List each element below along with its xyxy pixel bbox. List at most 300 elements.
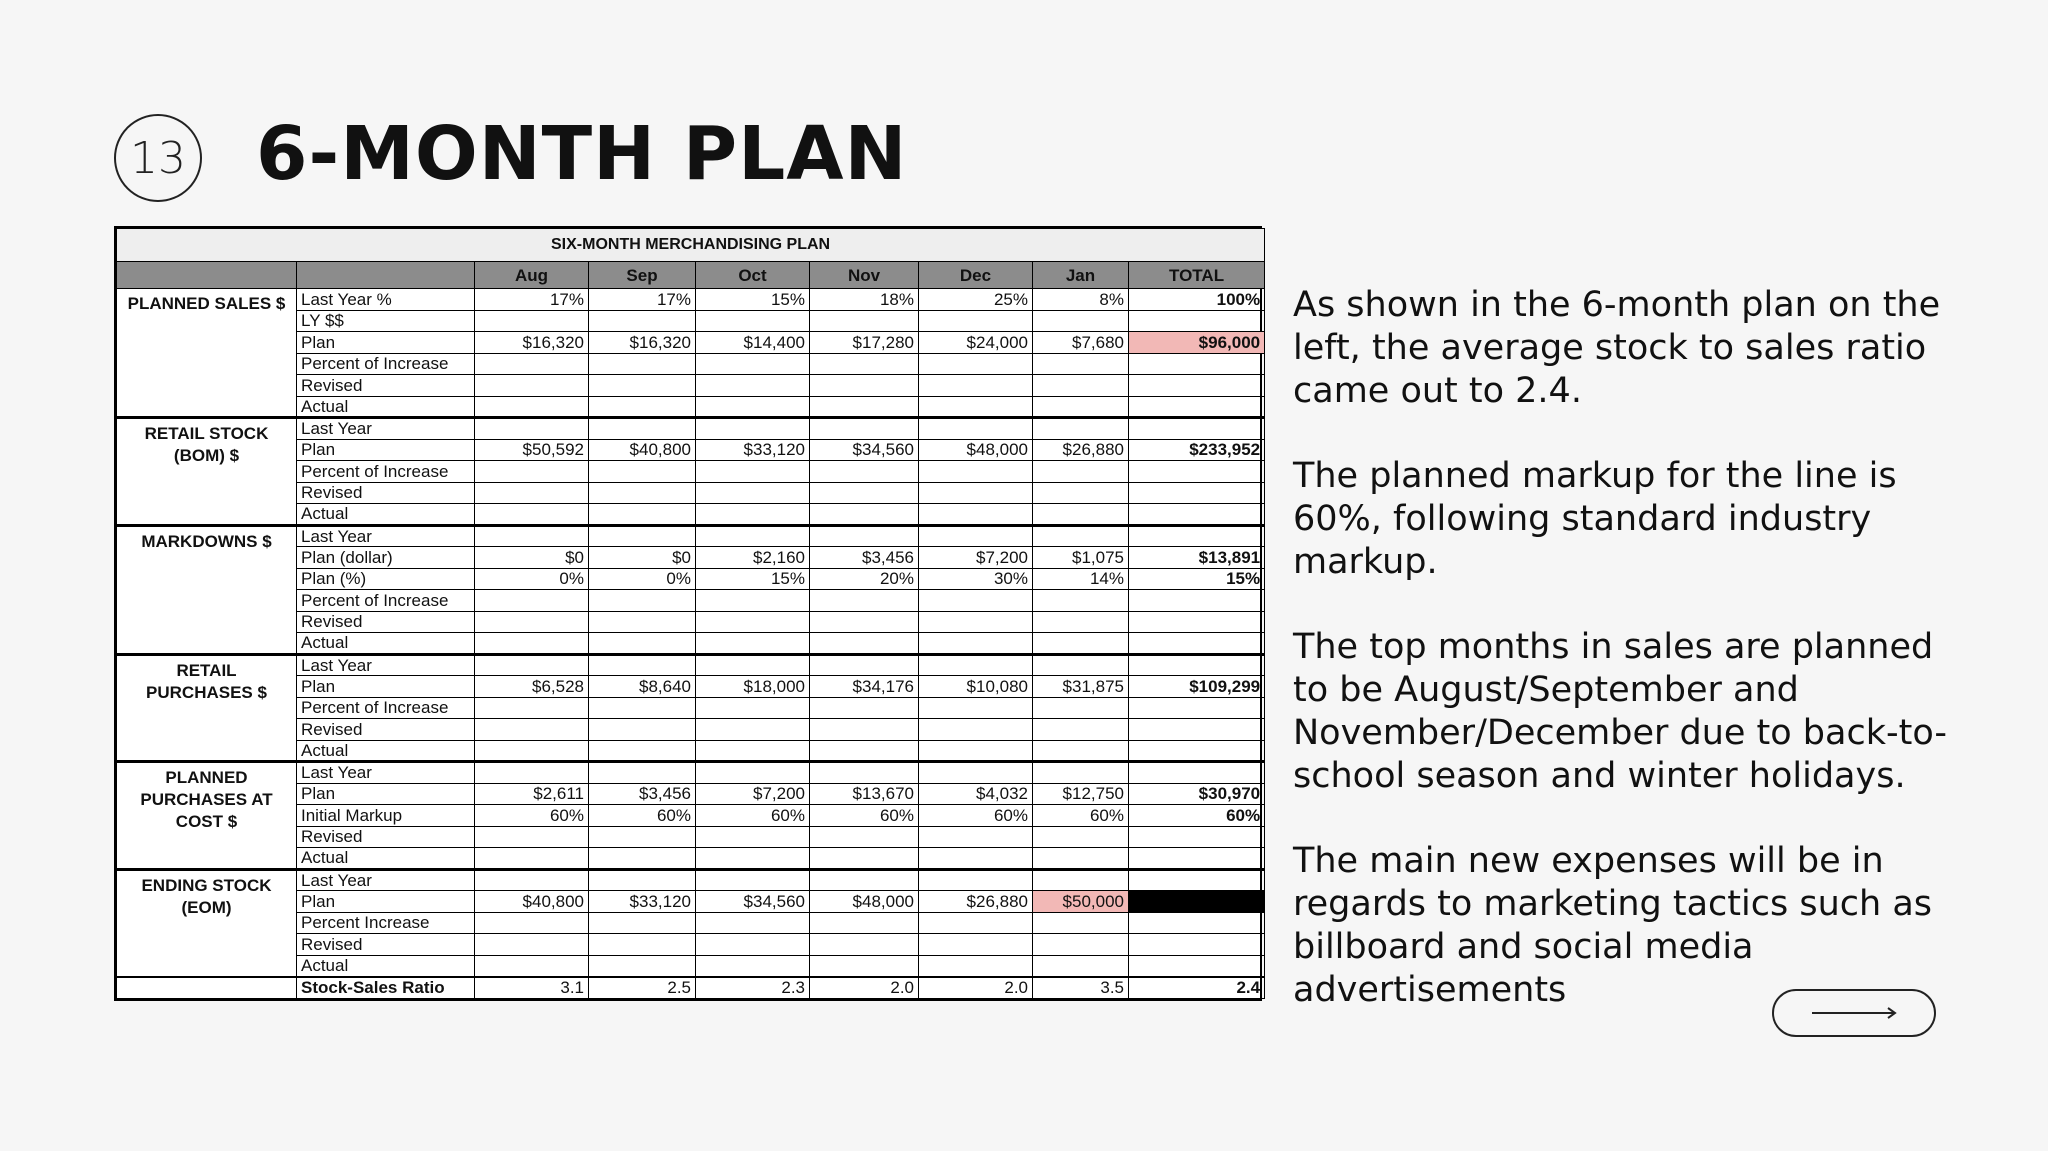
- table-cell: [919, 418, 1033, 440]
- total-cell: [1129, 654, 1265, 676]
- merchandising-plan-table: [114, 226, 1262, 1001]
- table-cell: [919, 375, 1033, 397]
- row-label: Last Year %: [297, 289, 475, 311]
- table-cell: [589, 848, 696, 870]
- row-label: Revised: [297, 719, 475, 741]
- total-cell: 60%: [1129, 805, 1265, 827]
- table-cell: 2.0: [919, 977, 1033, 999]
- table-cell: [696, 740, 810, 762]
- total-cell: [1129, 891, 1265, 913]
- table-cell: [1033, 590, 1129, 612]
- header-blank: [117, 262, 297, 289]
- table-cell: [810, 869, 919, 891]
- table-cell: [589, 654, 696, 676]
- table-cell: [475, 482, 589, 504]
- table-cell: [475, 869, 589, 891]
- page-title: 6-MONTH PLAN: [256, 111, 908, 197]
- table-cell: [810, 762, 919, 784]
- table-row: [117, 762, 1265, 784]
- table-cell: [589, 697, 696, 719]
- row-label: Plan: [297, 676, 475, 698]
- section-label: PLANNED SALES $: [117, 289, 297, 418]
- table-cell: 18%: [810, 289, 919, 311]
- table-cell: 60%: [810, 805, 919, 827]
- table-cell: [696, 504, 810, 526]
- table-cell: 2.5: [589, 977, 696, 999]
- total-cell: [1129, 697, 1265, 719]
- table-cell: $10,080: [919, 676, 1033, 698]
- table-cell: [1033, 697, 1129, 719]
- table-cell: 0%: [589, 568, 696, 590]
- table-cell: [696, 762, 810, 784]
- table-cell: [475, 590, 589, 612]
- table-cell: 15%: [696, 289, 810, 311]
- total-cell: $109,299: [1129, 676, 1265, 698]
- table-cell: [589, 719, 696, 741]
- total-cell: [1129, 826, 1265, 848]
- table-cell: 60%: [475, 805, 589, 827]
- table-cell: [696, 826, 810, 848]
- table-cell: [919, 912, 1033, 934]
- table-cell: [696, 418, 810, 440]
- table-cell: [589, 525, 696, 547]
- table-cell: [810, 418, 919, 440]
- note-paragraph: The planned markup for the line is 60%, following standard industry markup.: [1293, 456, 1897, 582]
- table-cell: [696, 525, 810, 547]
- table-cell: [475, 719, 589, 741]
- row-label: Actual: [297, 740, 475, 762]
- row-label: Plan (%): [297, 568, 475, 590]
- table-cell: $7,200: [919, 547, 1033, 569]
- table-cell: [1033, 654, 1129, 676]
- table-cell: $3,456: [589, 783, 696, 805]
- table-cell: $6,528: [475, 676, 589, 698]
- row-label: Percent of Increase: [297, 353, 475, 375]
- table-cell: 60%: [919, 805, 1033, 827]
- table-cell: $12,750: [1033, 783, 1129, 805]
- header-blank: [297, 262, 475, 289]
- table-cell: [475, 762, 589, 784]
- total-cell: [1129, 955, 1265, 977]
- table-cell: [919, 353, 1033, 375]
- table-cell: [696, 654, 810, 676]
- table-cell: [1033, 633, 1129, 655]
- table-cell: $3,456: [810, 547, 919, 569]
- table-cell: [589, 504, 696, 526]
- table-cell: [919, 396, 1033, 418]
- total-cell: 15%: [1129, 568, 1265, 590]
- table-cell: [696, 310, 810, 332]
- table-cell: [1033, 504, 1129, 526]
- total-cell: [1129, 396, 1265, 418]
- note-paragraph: The top months in sales are planned to be August/September and November/December due to back-to-school season and winter holidays.: [1293, 627, 1948, 796]
- column-header: Sep: [589, 262, 696, 289]
- table-cell: [589, 934, 696, 956]
- table-cell: [589, 955, 696, 977]
- table-cell: [810, 848, 919, 870]
- row-label: Plan (dollar): [297, 547, 475, 569]
- table-cell: [919, 934, 1033, 956]
- table-cell: [589, 826, 696, 848]
- table-cell: 17%: [589, 289, 696, 311]
- row-label: LY $$: [297, 310, 475, 332]
- table-row: [117, 289, 1265, 311]
- table-cell: $1,075: [1033, 547, 1129, 569]
- total-cell: [1129, 504, 1265, 526]
- section-label: RETAIL STOCK (BOM) $: [117, 418, 297, 526]
- table-cell: [475, 461, 589, 483]
- table-cell: $17,280: [810, 332, 919, 354]
- table-cell: [810, 633, 919, 655]
- table-cell: $26,880: [1033, 439, 1129, 461]
- table-cell: [1033, 912, 1129, 934]
- table-cell: 2.3: [696, 977, 810, 999]
- table-cell: $34,560: [810, 439, 919, 461]
- table-cell: [475, 418, 589, 440]
- table-cell: [1033, 461, 1129, 483]
- table-cell: [475, 396, 589, 418]
- table-cell: [696, 697, 810, 719]
- table-cell: [475, 955, 589, 977]
- column-header: Aug: [475, 262, 589, 289]
- column-header: Oct: [696, 262, 810, 289]
- total-cell: [1129, 590, 1265, 612]
- section-label: MARKDOWNS $: [117, 525, 297, 654]
- table-cell: [1033, 740, 1129, 762]
- table-cell: [1033, 848, 1129, 870]
- table-cell: $14,400: [696, 332, 810, 354]
- table-cell: [589, 633, 696, 655]
- total-cell: $13,891: [1129, 547, 1265, 569]
- table-cell: [919, 461, 1033, 483]
- table-cell: 60%: [696, 805, 810, 827]
- table-cell: $16,320: [589, 332, 696, 354]
- table-cell: [1033, 353, 1129, 375]
- table-cell: [919, 310, 1033, 332]
- table-cell: [475, 826, 589, 848]
- row-label: Actual: [297, 633, 475, 655]
- next-button[interactable]: [1772, 989, 1936, 1037]
- table-header-row: [117, 262, 1265, 289]
- table-cell: [589, 310, 696, 332]
- table-cell: [589, 418, 696, 440]
- table-cell: $13,670: [810, 783, 919, 805]
- table-cell: [810, 654, 919, 676]
- row-label: Initial Markup: [297, 805, 475, 827]
- table-cell: $7,200: [696, 783, 810, 805]
- table-cell: 8%: [1033, 289, 1129, 311]
- table-cell: 15%: [696, 568, 810, 590]
- stock-sales-ratio-row: [117, 977, 1265, 999]
- row-label: Last Year: [297, 418, 475, 440]
- row-label: Percent of Increase: [297, 697, 475, 719]
- table-cell: [475, 353, 589, 375]
- table-cell: $31,875: [1033, 676, 1129, 698]
- table-cell: [810, 310, 919, 332]
- table-cell: $40,800: [475, 891, 589, 913]
- total-cell: [1129, 418, 1265, 440]
- total-cell: [1129, 611, 1265, 633]
- table-cell: [919, 611, 1033, 633]
- column-header: TOTAL: [1129, 262, 1265, 289]
- table-cell: [919, 719, 1033, 741]
- table-cell: [589, 740, 696, 762]
- table-cell: [589, 590, 696, 612]
- row-label: Actual: [297, 396, 475, 418]
- table-cell: [696, 848, 810, 870]
- table-cell: [1033, 611, 1129, 633]
- table-cell: [1033, 762, 1129, 784]
- note-paragraph: The main new expenses will be in regards to marketing tactics such as billboard and social media advertisements: [1293, 841, 1933, 1010]
- table-cell: [696, 482, 810, 504]
- table-cell: [1033, 482, 1129, 504]
- table-cell: [810, 826, 919, 848]
- table-cell: 0%: [475, 568, 589, 590]
- table-cell: $26,880: [919, 891, 1033, 913]
- row-label: Plan: [297, 891, 475, 913]
- table-cell: $2,611: [475, 783, 589, 805]
- table-cell: [696, 396, 810, 418]
- table-cell: [589, 375, 696, 397]
- table-cell: [696, 912, 810, 934]
- table-cell: 25%: [919, 289, 1033, 311]
- table-cell: [1033, 396, 1129, 418]
- total-cell: [1129, 740, 1265, 762]
- column-header: Jan: [1033, 262, 1129, 289]
- row-label: Last Year: [297, 525, 475, 547]
- table-cell: [1033, 418, 1129, 440]
- table-cell: [810, 504, 919, 526]
- row-label: Revised: [297, 826, 475, 848]
- section-label: ENDING STOCK (EOM): [117, 869, 297, 977]
- table-cell: [696, 353, 810, 375]
- table-cell: $34,560: [696, 891, 810, 913]
- row-label: Percent of Increase: [297, 590, 475, 612]
- row-label: Actual: [297, 504, 475, 526]
- total-cell: [1129, 525, 1265, 547]
- table-cell: [919, 848, 1033, 870]
- row-label: Revised: [297, 934, 475, 956]
- row-label: Revised: [297, 482, 475, 504]
- table-cell: [589, 353, 696, 375]
- table-cell: $33,120: [696, 439, 810, 461]
- table-title-row: [117, 229, 1265, 262]
- table-cell: $18,000: [696, 676, 810, 698]
- total-cell: [1129, 353, 1265, 375]
- table-row: [117, 418, 1265, 440]
- table-cell: [475, 934, 589, 956]
- row-label: Last Year: [297, 762, 475, 784]
- table-cell: $33,120: [589, 891, 696, 913]
- table-cell: [696, 934, 810, 956]
- row-label: Percent of Increase: [297, 461, 475, 483]
- table-cell: [696, 375, 810, 397]
- table-cell: [475, 504, 589, 526]
- table-cell: [589, 762, 696, 784]
- row-label: Percent Increase: [297, 912, 475, 934]
- table-cell: [696, 719, 810, 741]
- row-label: Last Year: [297, 869, 475, 891]
- note-paragraph: As shown in the 6-month plan on the left, the average stock to sales ratio came out to 2.4.: [1293, 285, 1941, 411]
- total-cell: 100%: [1129, 289, 1265, 311]
- table-cell: [919, 762, 1033, 784]
- table-cell: [919, 955, 1033, 977]
- table-cell: [475, 697, 589, 719]
- table-cell: [1033, 525, 1129, 547]
- table-cell: 14%: [1033, 568, 1129, 590]
- total-cell: [1129, 375, 1265, 397]
- table-cell: $34,176: [810, 676, 919, 698]
- table-cell: [919, 590, 1033, 612]
- column-header: Dec: [919, 262, 1033, 289]
- blank-cell: [117, 977, 297, 999]
- table-cell: [475, 310, 589, 332]
- table-cell: [589, 482, 696, 504]
- table-cell: [589, 611, 696, 633]
- table-cell: [810, 611, 919, 633]
- table-cell: [810, 375, 919, 397]
- total-cell: [1129, 934, 1265, 956]
- table-cell: 2.0: [810, 977, 919, 999]
- table-cell: [1033, 955, 1129, 977]
- arrow-right-icon: [1811, 1007, 1897, 1019]
- table-cell: $0: [589, 547, 696, 569]
- total-cell: $233,952: [1129, 439, 1265, 461]
- table-cell: [1033, 934, 1129, 956]
- row-label: Plan: [297, 783, 475, 805]
- table-cell: [696, 869, 810, 891]
- table-cell: [589, 912, 696, 934]
- table-cell: [919, 826, 1033, 848]
- table-cell: [1033, 310, 1129, 332]
- table-cell: [696, 590, 810, 612]
- table-row: [117, 654, 1265, 676]
- table-cell: $2,160: [696, 547, 810, 569]
- total-cell: [1129, 482, 1265, 504]
- table-cell: [919, 697, 1033, 719]
- total-cell: $30,970: [1129, 783, 1265, 805]
- row-label: Actual: [297, 955, 475, 977]
- table-cell: [1033, 869, 1129, 891]
- table-cell: [810, 353, 919, 375]
- table-title: SIX-MONTH MERCHANDISING PLAN: [117, 229, 1265, 262]
- table-cell: [475, 912, 589, 934]
- table-cell: $50,000: [1033, 891, 1129, 913]
- table-cell: [810, 525, 919, 547]
- section-label: PLANNED PURCHASES AT COST $: [117, 762, 297, 870]
- table-cell: [810, 461, 919, 483]
- table-cell: [810, 912, 919, 934]
- row-label: Plan: [297, 439, 475, 461]
- table-cell: [810, 590, 919, 612]
- table-cell: $48,000: [919, 439, 1033, 461]
- table-cell: 3.5: [1033, 977, 1129, 999]
- table-cell: 20%: [810, 568, 919, 590]
- total-cell: [1129, 310, 1265, 332]
- table-cell: $0: [475, 547, 589, 569]
- table-cell: [919, 633, 1033, 655]
- table-cell: [1033, 375, 1129, 397]
- row-label: Last Year: [297, 654, 475, 676]
- table-cell: [475, 740, 589, 762]
- table-cell: [589, 869, 696, 891]
- table-cell: $48,000: [810, 891, 919, 913]
- table-cell: $50,592: [475, 439, 589, 461]
- table-cell: [810, 934, 919, 956]
- table-cell: [810, 740, 919, 762]
- table-cell: [919, 504, 1033, 526]
- table-cell: $16,320: [475, 332, 589, 354]
- table-cell: 60%: [1033, 805, 1129, 827]
- table-cell: [475, 611, 589, 633]
- table-cell: [810, 396, 919, 418]
- table-cell: $40,800: [589, 439, 696, 461]
- total-cell: [1129, 869, 1265, 891]
- table-cell: [810, 697, 919, 719]
- table-cell: 30%: [919, 568, 1033, 590]
- row-label: Stock-Sales Ratio: [297, 977, 475, 999]
- table-cell: [919, 740, 1033, 762]
- slide-number: 13: [130, 132, 186, 184]
- table-cell: 3.1: [475, 977, 589, 999]
- total-cell: [1129, 461, 1265, 483]
- total-cell: [1129, 719, 1265, 741]
- slide-number-badge: [114, 114, 202, 202]
- table-row: [117, 525, 1265, 547]
- table-cell: [1033, 719, 1129, 741]
- table-cell: 60%: [589, 805, 696, 827]
- table-cell: $8,640: [589, 676, 696, 698]
- row-label: Plan: [297, 332, 475, 354]
- table-cell: [919, 869, 1033, 891]
- column-header: Nov: [810, 262, 919, 289]
- table-cell: [475, 375, 589, 397]
- table-cell: [919, 525, 1033, 547]
- total-cell: 2.4: [1129, 977, 1265, 999]
- plan-table: [116, 228, 1265, 999]
- table-cell: [589, 396, 696, 418]
- row-label: Revised: [297, 611, 475, 633]
- total-cell: [1129, 912, 1265, 934]
- table-cell: $4,032: [919, 783, 1033, 805]
- table-cell: [919, 482, 1033, 504]
- table-cell: [696, 633, 810, 655]
- table-cell: [475, 848, 589, 870]
- table-cell: $7,680: [1033, 332, 1129, 354]
- table-cell: [696, 461, 810, 483]
- row-label: Revised: [297, 375, 475, 397]
- total-cell: [1129, 762, 1265, 784]
- table-cell: [810, 719, 919, 741]
- section-label: RETAIL PURCHASES $: [117, 654, 297, 762]
- row-label: Actual: [297, 848, 475, 870]
- notes-text: [1293, 284, 1973, 1054]
- table-cell: [475, 654, 589, 676]
- table-cell: [810, 482, 919, 504]
- table-cell: [696, 955, 810, 977]
- table-cell: [475, 525, 589, 547]
- table-cell: [696, 611, 810, 633]
- table-cell: [589, 461, 696, 483]
- table-cell: [475, 633, 589, 655]
- table-cell: [919, 654, 1033, 676]
- table-cell: $24,000: [919, 332, 1033, 354]
- table-row: [117, 869, 1265, 891]
- table-cell: [810, 955, 919, 977]
- total-cell: [1129, 848, 1265, 870]
- total-cell: $96,000: [1129, 332, 1265, 354]
- total-cell: [1129, 633, 1265, 655]
